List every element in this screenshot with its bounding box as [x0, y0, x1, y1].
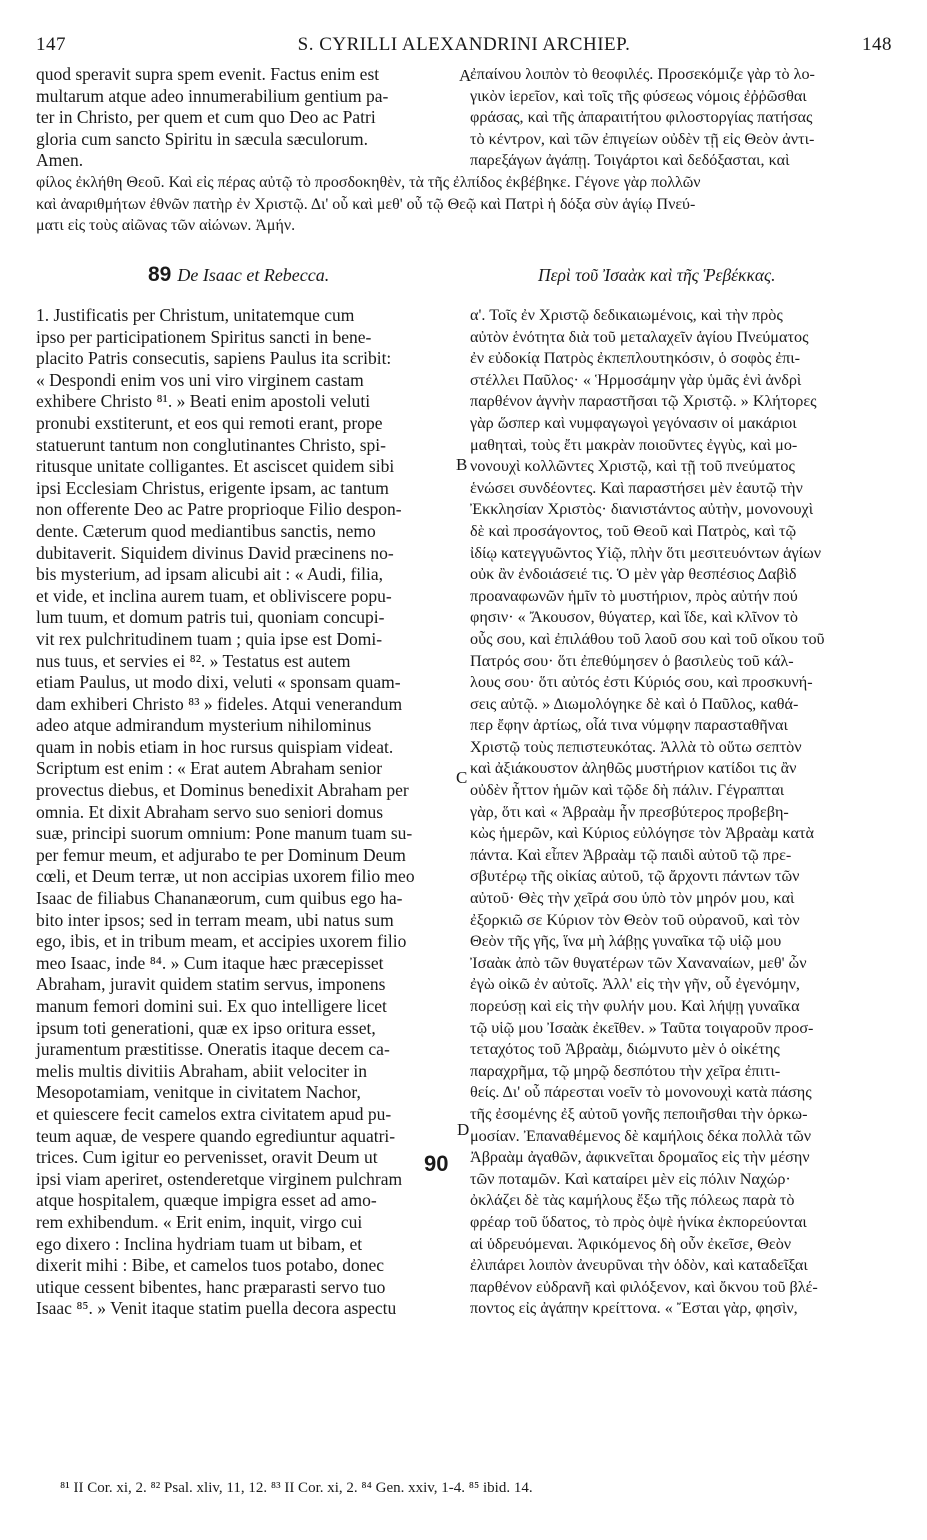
text-line: μοσίαν. Ἐπαναθέμενος δὲ καμήλοις δέκα πολλὰ τῶν [470, 1126, 812, 1145]
text-line: ritusque unitate colligantes. Et asciscet quidem sibi [36, 456, 395, 477]
text-line: σεις αὐτῷ. » Διωμολόγηκε δὲ καὶ ὁ Παῦλος, καθά- [470, 694, 799, 713]
text-line: παρθένον εὐδρανῆ καὶ φιλόξενον, καὶ ὄκνου τοῦ βλέ- [470, 1277, 818, 1296]
text-line: trices. Cum igitur eo pervenisset, oravit Deum ut [36, 1147, 378, 1168]
page-number-left: 147 [36, 34, 66, 55]
greek-column [470, 305, 892, 1320]
text-line: Ἰσαὰκ ἀπὸ τῶν θυγατέρων τῶν Χαναναίων, μεθ' ὧν [470, 953, 807, 972]
text-line: ipsi viam aperiret, ostenderetque virginem pulchram [36, 1168, 403, 1189]
margin-letter-c: C [456, 768, 468, 787]
margin-letter-d: D [457, 1120, 470, 1139]
text-line: κὼς ἡμερῶν, καὶ Κύριος εὐλόγησε τὸν Ἀβραὰμ κατὰ [470, 824, 815, 843]
text-line: οὐκ ἂν ἐνδοιάσειέ τις. Ὁ μὲν γὰρ θεσπέσιος Δαβὶδ [470, 565, 797, 584]
text-line: per femur meum, et adjurabo te per Dominum Deum [36, 844, 406, 865]
text-line: placito Patris consecutis, sapiens Paulus ita scribit: [36, 348, 392, 369]
text-line: « Despondi enim vos uni viro virginem castam [36, 369, 364, 390]
text-line: Isaac de filiabus Chananæorum, cum quibus ego ha- [36, 888, 403, 909]
text-line: quod speravit supra spem evenit. Factus enim est [36, 64, 380, 84]
text-line: ego, ibis, et in tribum meam, et accipies uxorem filio [36, 931, 407, 952]
text-line: Abraham, juravit quidem statim servus, imponens [36, 974, 386, 995]
text-line: Θεὸν τῆς γῆς, ἵνα μὴ λάβῃς γυναῖκα τῷ υἱῷ μου [470, 932, 782, 951]
text-line: αἱ ὑδρευόμεναι. Ἀφικόμενος δὴ οὖν ἐκεῖσε, Θεὸν [470, 1234, 792, 1253]
text-line: μαθηταὶ, τοὺς ἔτι μακρὰν ποιοῦντες ἐγγὺς, καὶ μο- [470, 435, 798, 454]
text-line: exhibere Christo ⁸¹. » Beati enim apostoli veluti [36, 391, 371, 412]
text-line: bis mysterium, ad ipsam alicubi ait : « Audi, filia, [36, 564, 384, 585]
text-line: πορεύσῃ καὶ εἰς τὴν φυλήν μου. Καὶ λήψῃ γυναῖκα [470, 997, 800, 1015]
text-line: γὰρ, ὅτι καὶ « Ἀβραὰμ ἦν πρεσβύτερος προβεβη- [470, 802, 789, 821]
text-line: vit rex pulchritudinem tuam ; quia ipse est Domi- [36, 628, 383, 649]
text-line: αὐτὸν ἑνότητα διὰ τοῦ μεταλαχεῖν ἁγίου Πνεύματος [470, 327, 809, 346]
running-title: S. CYRILLI ALEXANDRINI ARCHIEP. [297, 34, 631, 55]
text-line: στέλλει Παῦλος· « Ἡρμοσάμην γὰρ ὑμᾶς ἑνὶ ἀνδρὶ [470, 370, 802, 389]
text-line: dente. Cæterum quod mediantibus sanctis, nemo [36, 520, 376, 541]
text-line: utique cessent bibentes, hanc præparasti servo tuo [36, 1276, 386, 1297]
text-line: manum femori domini sui. Ex quo intelligere licet [36, 996, 387, 1016]
text-line: Amen. [36, 150, 84, 171]
latin-column [36, 305, 456, 1320]
text-line: Ἐκκλησίαν Χριστὸς· διανιστάντος αὐτὴν, μονονουχὶ [470, 500, 814, 519]
text-line: τῶν ποταμῶν. Καὶ καταίρει μὲν εἰς πόλιν Ναχώρ· [470, 1169, 791, 1188]
text-line: ipsi Ecclesiam Christus, erigente ipsam, ac tantum [36, 477, 389, 498]
text-line: Χριστῷ τοὺς πεπιστευκότας. Ἀλλὰ τὸ οὕτω σεπτὸν [470, 737, 802, 756]
text-line: φησιν· « Ἄκουσον, θύγατερ, καὶ ἴδε, καὶ κλῖνον τὸ [470, 608, 799, 627]
text-line: gloria cum sancto Spiritu in sæcula sæculorum. [36, 128, 368, 149]
text-line: τῷ υἱῷ μου Ἰσαὰκ ἐκεῖθεν. » Ταῦτα τοιγαροῦν προσ- [470, 1018, 814, 1037]
text-line: ego dixero : Inclina hydriam tuam ut bibam, et [36, 1233, 363, 1254]
text-line: τεταχότος τοῦ Ἀβραὰμ, διώμνυτο μὲν ὁ οἰκέτης [470, 1040, 780, 1059]
text-line: rem exhibendum. « Erit enim, inquit, virgo cui [36, 1211, 363, 1232]
text-line: ἐγὼ οἰκῶ ἐν αὐτοῖς. Ἀλλ' εἰς τὴν γῆν, οὗ ἐγενόμην, [470, 975, 800, 994]
margin-letter-a: A [459, 66, 472, 85]
text-line: Πατρός σου· ὅτι ἐπεθύμησεν ὁ βασιλεὺς τοῦ κάλ- [470, 651, 794, 670]
top-latin-block [36, 64, 456, 172]
top-greek-block [470, 64, 892, 172]
text-line: dixerit mihi : Bibe, et camelos tuos potabo, donec [36, 1255, 384, 1276]
text-line: καὶ ἀναριθμήτων ἐθνῶν πατὴρ ἐν Χριστῷ. Δι' οὗ καὶ μεθ' οὗ τῷ Θεῷ καὶ Πατρὶ ἡ δόξα σὺν ἁγίῳ Πνεύ- [36, 195, 696, 213]
text-line: meo Isaac, inde ⁸⁴. » Cum itaque hæc præcepisset [36, 952, 384, 973]
text-line: α'. Τοῖς ἐν Χριστῷ δεδικαιωμένοις, καὶ τὴν πρὸς [470, 306, 783, 324]
text-line: περ ἔφην ἀρτίως, οἷά τινα νύμφην παρασταθῆναι [470, 716, 788, 735]
text-line: γικὸν ἱερεῖον, καὶ τοῖς τῆς φύσεως νόμοις ἐῤῥῶσθαι [470, 86, 807, 105]
text-line: et quiescere fecit camelos extra civitatem apud pu- [36, 1103, 392, 1124]
text-line: θείς. Δι' οὗ πάρεσται νοεῖν τὸ μονονουχὶ κατὰ πάσης [470, 1083, 812, 1102]
text-line: quam in nobis etiam in hoc rursus quispiam videat. [36, 736, 394, 757]
page-header [36, 34, 892, 60]
text-line: φρέαρ τοῦ ὕδατος, τὸ πρὸς ὀψὲ ἡνίκα ἐκπορεύονται [470, 1212, 807, 1231]
section-title-latin: De Isaac et Rebecca. [177, 265, 330, 285]
text-line: παρεξάγων ἀγάπῃ. Τοιγάρτοι καὶ δεδόξασται, καὶ [470, 151, 790, 170]
text-line: atque hospitalem, quæque impigra esset ad amo- [36, 1190, 377, 1211]
text-line: ἐπαίνου λοιπὸν τὸ θεοφιλές. Προσεκόμιζε γὰρ τὸ λο- [470, 65, 815, 83]
text-line: pronubi exstiterunt, et eos qui remoti erant, prope [36, 412, 383, 433]
text-line: ἑνώσει συνδέοντες. Καὶ παραστήσει μὲν ἑαυτῷ τὴν [470, 478, 803, 497]
text-line: dam exhiberi Christo ⁸³ » fideles. Atqui venerandum [36, 693, 403, 714]
text-line: οὖς σου, καὶ ἐπιλάθου τοῦ λαοῦ σου καὶ τοῦ οἴκου τοῦ [470, 629, 825, 648]
text-line: Mesopotamiam, venitque in civitatem Nachor, [36, 1082, 361, 1103]
text-line: παραχρῆμα, τῷ μηρῷ δεσπότου τὴν χεῖρα ἐπιτι- [470, 1061, 781, 1080]
text-line: juramentum præstitisse. Oneratis itaque decem ca- [36, 1039, 390, 1060]
text-line: lum tuum, et domum patris tui, quoniam concupi- [36, 607, 385, 628]
footnotes: ⁸¹ II Cor. xi, 2. ⁸² Psal. xliv, 11, 12. ⁸³ II Cor. xi, 2. ⁸⁴ Gen. xxiv, 1-4. ⁸⁵ ibid. 14. [60, 1480, 533, 1496]
text-line: ipsum toti generationi, quæ ex ipso oritura esset, [36, 1017, 376, 1038]
text-line: ματι εἰς τοὺς αἰῶνας τῶν αἰώνων. Ἀμήν. [36, 217, 296, 235]
text-line: ἐν εὐδοκίᾳ Πατρὸς ἐκπεπλουτηκόσιν, ὁ σοφὸς ἐπι- [470, 349, 801, 368]
section-heading-greek: Περὶ τοῦ Ἰσαὰκ καὶ τῆς Ῥεβέκκας. [538, 265, 776, 285]
text-line: τὸ κέντρον, καὶ τῶν ἐπιγείων οὐδὲν τῇ εἰς Θεὸν ἀντι- [470, 129, 815, 148]
text-line: τῆς ἐσομένης ἐξ αὐτοῦ γονῆς πεποιῆσθαι τὴν ὁρκω- [470, 1104, 808, 1123]
full-width-greek-block [36, 172, 892, 237]
text-line: ποντος εἰς ἀγάπην κρείττονα. « Ἔσται γὰρ, φησὶν, [470, 1299, 798, 1318]
text-line: πάντα. Καὶ εἶπεν Ἀβραὰμ τῷ παιδὶ αὐτοῦ τῷ πρε- [470, 845, 792, 864]
text-line: σβυτέρῳ τῆς οἰκίας αὐτοῦ, τῷ ἄρχοντι πάντων τῶν [470, 867, 800, 886]
text-line: ἐλιπάρει λοιπὸν ἀνευρῦναι τὴν ὁδὸν, καὶ καταδεῖξαι [470, 1256, 808, 1275]
text-line: cœli, et Deum terræ, ut non accipias uxorem filio meo [36, 866, 415, 887]
text-line: Ἀβραὰμ ἀγαθῶν, ἀφικνεῖται δρομαῖος εἰς τὴν μέσην [470, 1148, 810, 1167]
text-line: αὐτοῦ· Θὲς τὴν χεῖρά σου ὑπὸ τὸν μηρόν μου, καὶ [470, 889, 795, 908]
text-line: ὀκλάζει δὲ τὰς καμήλους ἔξω τῆς πόλεως παρὰ τὸ [470, 1191, 795, 1210]
text-line: ἰδίῳ κατεγγυῶντος Υἱῷ, πλὴν ὅτι μεσιτευόντων ἁγίων [470, 543, 822, 562]
text-line: ἐξορκιῶ σε Κύριον τὸν Θεὸν τοῦ οὐρανοῦ, καὶ τὸν [470, 910, 800, 929]
text-line: προαναφωνῶν ἡμῖν τὸ μυστήριον, πρὸς αὐτήν πού [470, 586, 798, 605]
text-line: φίλος ἐκλήθη Θεοῦ. Καὶ εἰς πέρας αὐτῷ τὸ προσδοκηθὲν, τὰ τῆς ἐλπίδος ἐκβέβηκε. Γέγονε γὰρ πολλῶν [36, 174, 701, 191]
text-line: φράσας, καὶ τῆς ἀπαραιτήτου φιλοστοργίας πατήσας [470, 108, 813, 127]
text-line: ipso per participationem Spiritus sancti in bene- [36, 326, 372, 347]
text-line: adeo atque admirandum mysterium nihilominus [36, 715, 372, 736]
text-line: dubitaverit. Siquidem divinus David præcinens no- [36, 542, 394, 563]
text-line: καὶ ἀξιάκουστον ἀληθῶς μυστήριον κατίδοι τις ἂν [470, 759, 797, 778]
text-line: παρθένον ἁγνὴν παραστῆσαι τῷ Χριστῷ. » Κλήτορες [470, 392, 817, 411]
text-line: 1. Justificatis per Christum, unitatemque cum [36, 305, 355, 325]
text-line: nus tuus, et servies ei ⁸². » Testatus est autem [36, 650, 351, 671]
text-line: statuerunt tantum non conglutinantes Christo, spi- [36, 434, 386, 455]
column-number-89: 89 [148, 263, 172, 286]
text-line: bito inter ipsos; sed in terram meam, ubi natus sum [36, 909, 394, 930]
text-line: λους σου· ὅτι αὐτός ἐστι Κύριός σου, καὶ προσκυνή- [470, 673, 813, 692]
text-line: etiam Paulus, ut modo dixi, veluti « sponsam quam- [36, 672, 401, 693]
text-line: ter in Christo, per quem et cum quo Deo ac Patri [36, 107, 376, 128]
text-line: et vide, et inclina aurem tuam, et obliviscere popu- [36, 585, 392, 606]
page-number-right: 148 [862, 34, 892, 55]
text-line: provectus diebus, et Dominus benedixit Abraham per [36, 780, 409, 801]
text-line: omnia. Et dixit Abraham servo suo seniori domus [36, 801, 384, 822]
text-line: δὲ καὶ προσάγοντος, τοῦ Θεοῦ καὶ Πατρὸς, καὶ τῷ [470, 521, 797, 540]
text-line: νονουχὶ κολλῶντες Χριστῷ, καὶ τῇ τοῦ πνεύματος [470, 457, 795, 476]
text-line: οὐδὲν ἧττον ἡμῶν καὶ τῷδε δὴ πάλιν. Γέγραπται [470, 781, 785, 800]
text-line: Isaac ⁸⁵. » Venit itaque statim puella decora aspectu [36, 1298, 397, 1319]
text-line: melis multis divitiis Abraham, abiit velociter in [36, 1060, 367, 1081]
column-number-90: 90 [424, 1151, 449, 1176]
text-line: teum aquæ, de vespere quando egrediuntur aquatri- [36, 1125, 396, 1146]
text-line: multarum atque adeo innumerabilium gentium pa- [36, 85, 389, 106]
section-heading-latin [148, 263, 329, 287]
text-line: suæ, principi suorum omnium: Pone manum tuam su- [36, 823, 413, 844]
text-line: non offerente Deo ac Patre proprioque Filio despon- [36, 499, 402, 520]
margin-letter-b: B [456, 455, 468, 474]
text-line: γὰρ ὥσπερ καὶ νυμφαγωγοὶ γεγόνασιν οἱ μακάριοι [470, 413, 797, 432]
text-line: Scriptum est enim : « Erat autem Abraham senior [36, 758, 383, 779]
